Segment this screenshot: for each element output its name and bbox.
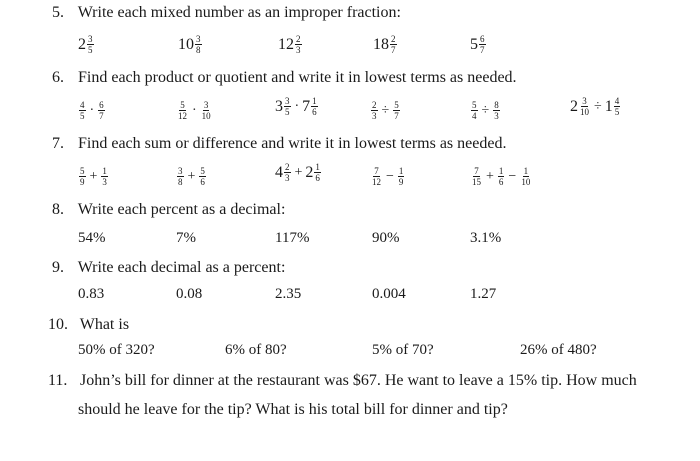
sum-item: 4 $\frac{2}{3}$ + 2 $\frac{1}{6}$	[275, 162, 320, 183]
quotient-item: 2 $\frac{3}{10}$ ÷ 1 $\frac{4}{5}$	[570, 96, 620, 117]
product-item: $\frac{5}{12}$ · $\frac{3}{10}$	[178, 100, 211, 121]
quotient-item: $\frac{2}{3}$ ÷ $\frac{5}{7}$	[372, 100, 399, 121]
question-10-prompt	[48, 315, 129, 335]
fraction: $\frac{2}{3}$	[296, 34, 301, 55]
fraction: $\frac{3}{5}$	[88, 34, 93, 55]
mixed-number-item	[373, 34, 398, 55]
percent-item: 54%	[78, 230, 106, 246]
percent-item: 90%	[372, 230, 400, 246]
question-text: Find each product or quotient and write it in lowest terms as needed.	[78, 69, 517, 86]
decimal-item: 0.08	[176, 286, 203, 302]
whole-part: 2	[78, 35, 86, 53]
question-number: 5.	[52, 4, 64, 21]
question-text: Write each mixed number as an improper fraction:	[77, 4, 401, 21]
question-text: John’s bill for dinner at the restaurant was $67. He want to leave a 15% tip. How much	[80, 372, 637, 389]
percent-item: 3.1%	[470, 230, 502, 246]
fraction: $\frac{2}{7}$	[391, 34, 396, 55]
question-number: 6.	[52, 69, 64, 86]
whole-part: 5	[470, 35, 478, 53]
product-item: $\frac{4}{5}$ · $\frac{6}{7}$	[80, 100, 104, 121]
decimal-item: 0.004	[372, 286, 406, 302]
question-text: Write each percent as a decimal:	[77, 201, 286, 218]
question-9-prompt	[52, 258, 285, 278]
question-number: 8.	[52, 201, 64, 218]
product-item: 3 $\frac{3}{5}$ · 7 $\frac{1}{6}$	[275, 96, 317, 117]
percent-of-item: 50% of 320?	[78, 342, 155, 358]
decimal-item: 0.83	[78, 286, 105, 302]
fraction: $\frac{3}{8}$	[196, 34, 201, 55]
fraction: $\frac{6}{7}$	[480, 34, 485, 55]
question-6-prompt	[52, 68, 517, 88]
whole-part: 12	[278, 35, 294, 53]
mixed-number-item	[78, 34, 95, 55]
whole-part: 18	[373, 35, 389, 53]
question-text: Find each sum or difference and write it in lowest terms as needed.	[78, 135, 507, 152]
percent-item: 7%	[176, 230, 196, 246]
mixed-number-item	[470, 34, 487, 55]
question-5-prompt	[52, 3, 401, 23]
percent-of-item: 26% of 480?	[520, 342, 597, 358]
question-number: 11.	[48, 372, 68, 389]
difference-item: $\frac{7}{12}$ − $\frac{1}{9}$	[372, 166, 404, 187]
percent-of-item: 6% of 80?	[225, 342, 287, 358]
question-number: 9.	[52, 259, 64, 276]
decimal-item: 2.35	[275, 286, 302, 302]
question-text: What is	[79, 316, 130, 333]
question-11-prompt	[48, 371, 637, 391]
question-number: 7.	[52, 135, 64, 152]
sum-difference-item: $\frac{7}{15}$ + $\frac{1}{6}$ − $\frac{1}{10}$	[472, 166, 531, 187]
question-7-prompt	[52, 134, 506, 154]
question-number: 10.	[48, 316, 68, 333]
sum-item: $\frac{3}{8}$ + $\frac{5}{6}$	[178, 166, 205, 187]
whole-part: 10	[178, 35, 194, 53]
question-11-continuation: should he leave for the tip? What is his total bill for dinner and tip?	[78, 401, 508, 418]
quotient-item: $\frac{5}{4}$ ÷ $\frac{8}{3}$	[472, 100, 499, 121]
percent-of-item: 5% of 70?	[372, 342, 434, 358]
sum-item: $\frac{5}{9}$ + $\frac{1}{3}$	[80, 166, 107, 187]
question-8-prompt	[52, 200, 285, 220]
percent-item: 117%	[275, 230, 310, 246]
question-text: Write each decimal as a percent:	[77, 259, 286, 276]
mixed-number-item	[178, 34, 203, 55]
decimal-item: 1.27	[470, 286, 497, 302]
mixed-number-item	[278, 34, 303, 55]
